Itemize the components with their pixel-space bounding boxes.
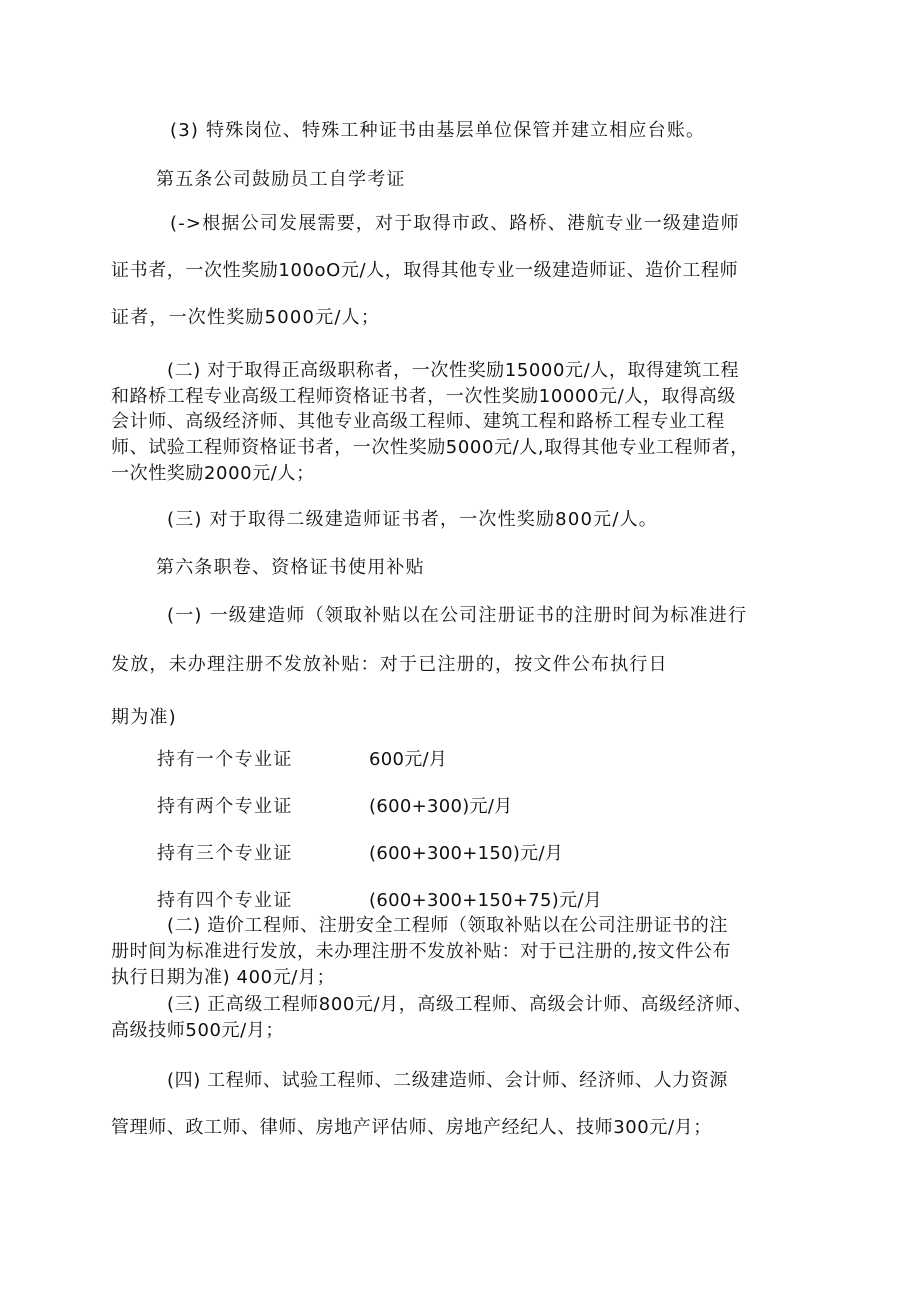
allowance-row-label: 持有三个专业证: [157, 843, 293, 864]
allowance-row-value: (600+300)元/月: [369, 796, 513, 817]
article-6-heading: 第六条职卷、资格证书使用补贴: [156, 557, 425, 578]
article-6-item-4-line-1: (四) 工程师、试验工程师、二级建造师、会计师、经济师、人力资源: [167, 1070, 728, 1091]
article-6-item-1-line-2: 发放，未办理注册不发放补贴：对于已注册的，按文件公布执行日: [111, 654, 668, 675]
article-5-item-2-line-3: 会计师、高级经济师、其他专业高级工程师、建筑工程和路桥工程专业工程: [111, 411, 725, 432]
article-6-item-2-line-2: 册时间为标准进行发放，未办理注册不发放补贴：对于已注册的,按文件公布: [111, 941, 732, 962]
article-5-heading: 第五条公司鼓励员工自学考证: [156, 169, 406, 190]
allowance-row-label: 持有四个专业证: [157, 890, 293, 911]
allowance-row-value: (600+300+150)元/月: [369, 843, 564, 864]
article-6-item-1-line-3: 期为准): [111, 707, 177, 728]
article-6-item-2-line-3: 执行日期为准) 400元/月；: [111, 967, 336, 988]
paragraph-3-special-certificates: (3) 特殊岗位、特殊工种证书由基层单位保管并建立相应台账。: [170, 120, 706, 141]
article-5-item-2-line-2: 和路桥工程专业高级工程师资格证书者，一次性奖励10000元/人，取得高级: [111, 386, 736, 407]
article-5-item-3: (三) 对于取得二级建造师证书者，一次性奖励800元/人。: [167, 509, 658, 530]
article-5-item-1-line-2: 证书者，一次性奖励100oO元/人，取得其他专业一级建造师证、造价工程师: [111, 260, 739, 281]
allowance-row-value: (600+300+150+75)元/月: [369, 890, 603, 911]
article-5-item-2-line-4: 师、试验工程师资格证书者，一次性奖励5000元/人,取得其他专业工程师者，: [111, 437, 749, 458]
article-6-item-2-line-1: (二) 造价工程师、注册安全工程师（领取补贴以在公司注册证书的注: [167, 915, 728, 936]
article-5-item-2-line-1: (二) 对于取得正高级职称者，一次性奖励15000元/人，取得建筑工程: [167, 360, 740, 381]
allowance-row-value: 600元/月: [369, 749, 448, 770]
article-6-item-3-line-2: 高级技师500元/月；: [111, 1020, 285, 1041]
article-5-item-2-line-5: 一次性奖励2000元/人；: [111, 463, 315, 484]
article-6-item-4-line-2: 管理师、政工师、律师、房地产评估师、房地产经纪人、技师300元/月；: [111, 1117, 712, 1138]
allowance-row-label: 持有一个专业证: [157, 749, 293, 770]
article-6-item-1-line-1: (一) 一级建造师（领取补贴以在公司注册证书的注册时间为标准进行: [167, 605, 748, 626]
article-5-item-1-line-3: 证者，一次性奖励5000元/人；: [111, 307, 381, 328]
article-5-item-1-line-1: (->根据公司发展需要，对于取得市政、路桥、港航专业一级建造师: [170, 213, 740, 234]
allowance-row-label: 持有两个专业证: [157, 796, 293, 817]
article-6-item-3-line-1: (三) 正高级工程师800元/月，高级工程师、高级会计师、高级经济师、: [167, 994, 753, 1015]
